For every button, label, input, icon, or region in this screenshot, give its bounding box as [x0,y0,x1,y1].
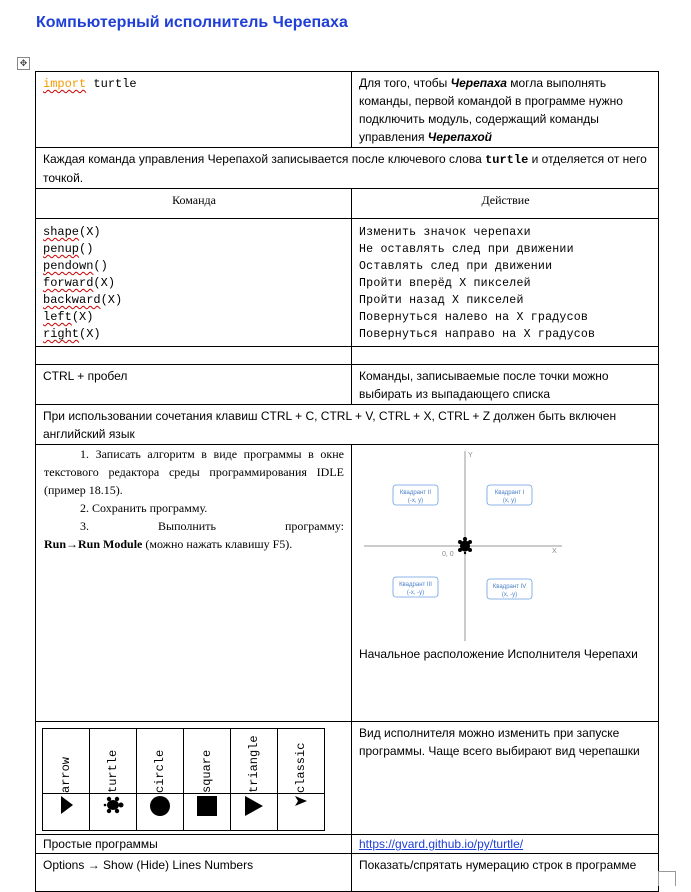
svg-text:(x, -y): (x, -y) [501,592,518,598]
turtle-link[interactable]: https://gvard.github.io/py/turtle/ [359,837,524,851]
turtle-shape-icon [101,794,125,816]
quadrant-3 [393,577,438,597]
command-left: left(X) [43,310,94,324]
shapes-names-row [43,729,325,794]
square-icon [195,794,219,818]
y-axis-label: Y [468,452,473,459]
options-menu-path: Options → Show (Hide) Lines Numbers [36,854,352,892]
simple-programs-row [36,835,659,854]
shape-name-turtle: turtle [106,749,120,793]
svg-text:Квадрант III: Квадрант III [399,582,432,588]
command-forward: forward(X) [43,276,116,290]
coordinate-diagram [352,445,659,645]
import-keyword: import [43,77,87,91]
origin-label: 0, 0 [442,551,454,558]
diagram-caption: Начальное расположение Исполнителя Черепахи [359,647,638,661]
note2-row [36,405,659,445]
svg-text:(-x, -y): (-x, -y) [406,590,425,596]
shape-name-classic: classic [294,742,308,793]
ctrl-shortcut: CTRL + пробел [36,365,352,405]
shape-name-triangle: triangle [247,735,261,793]
note-row [36,148,659,189]
x-axis-label: X [552,548,557,555]
command-pendown: pendown() [43,259,108,273]
action-penup: Не оставлять след при движении [359,243,574,256]
quadrant-4 [487,579,532,599]
triangle-icon [242,794,266,818]
keyword-note: Каждая команда управления Черепахой записывается после ключевого слова turtle и отделяется от него точкой. [36,148,659,189]
command-backward: backward(X) [43,293,123,307]
shape-name-circle: circle [153,749,167,793]
svg-text:Квадрант I: Квадрант I [494,490,525,496]
page-title: Компьютерный исполнитель Черепаха [36,14,348,31]
shape-name-arrow: arrow [59,756,73,793]
shapes-cell [36,722,352,835]
quadrant-1 [487,485,532,505]
table-move-handle-icon[interactable]: ✥ [17,57,30,70]
classic-icon [293,794,309,808]
quadrant-2 [393,485,438,505]
steps-cell [36,445,352,722]
empty-row [36,347,659,365]
shapes-row [36,722,659,835]
svg-text:(x, y): (x, y) [502,498,517,504]
step-3-cont: Run→Run Module (можно нажать клавишу F5). [44,537,293,551]
command-penup: penup() [43,242,94,256]
command-right: right(X) [43,327,101,341]
options-description: Показать/спрятать нумерацию строк в программе [352,854,659,892]
svg-text:(-x, y): (-x, y) [407,498,424,504]
svg-text:Квадрант IV: Квадрант IV [492,584,527,590]
header-row [36,189,659,219]
ctrl-description: Команды, записываемые после точки можно выбирать из выпадающего списка [352,365,659,405]
header-command: Команда [36,189,352,219]
shapes-icons-row [43,794,325,831]
import-module: turtle [86,77,137,91]
shapes-table [42,728,325,831]
step-3: 3. Выполнить программу: [80,519,344,533]
keyboard-note: При использовании сочетания клавиш CTRL + C, CTRL + V, CTRL + X, CTRL + Z должен быть включен английский язык [36,405,659,445]
commands-table [35,71,659,892]
diagram-cell [352,445,659,722]
commands-list [36,219,352,347]
page-corner [658,871,676,886]
arrow-icon [56,794,76,816]
import-code [43,77,137,91]
intro-row [36,72,659,148]
action-right: Повернуться направо на X градусов [359,328,596,341]
simple-programs-label: Простые программы [36,835,352,854]
shapes-description: Вид исполнителя можно изменить при запуске программы. Чаще всего выбирают вид черепашки [352,722,659,835]
options-row [36,854,659,892]
shape-name-square: square [200,749,214,793]
intro-text: Для того, чтобы Черепаха могла выполнять команды, первой командой в программе нужно подключить модуль, содержащий команды управления Черепахой [352,72,659,148]
step-1: 1. Записать алгоритм в виде программы в окне текстового редактора среды программирования IDLE (пример 18.15). [44,447,344,497]
action-backward: Пройти назад X пикселей [359,294,524,307]
action-pendown: Оставлять след при движении [359,260,553,273]
actions-list [352,219,659,347]
steps-row [36,445,659,722]
action-forward: Пройти вперёд X пикселей [359,277,531,290]
action-shape: Изменить значок черепахи [359,226,531,239]
command-shape: shape(X) [43,225,101,239]
header-action: Действие [352,189,659,219]
commands-row [36,219,659,347]
action-left: Повернуться налево на X градусов [359,311,589,324]
ctrl-row [36,365,659,405]
step-2: 2. Сохранить программу. [80,501,208,515]
svg-text:Квадрант II: Квадрант II [399,490,432,496]
circle-icon [148,794,172,818]
